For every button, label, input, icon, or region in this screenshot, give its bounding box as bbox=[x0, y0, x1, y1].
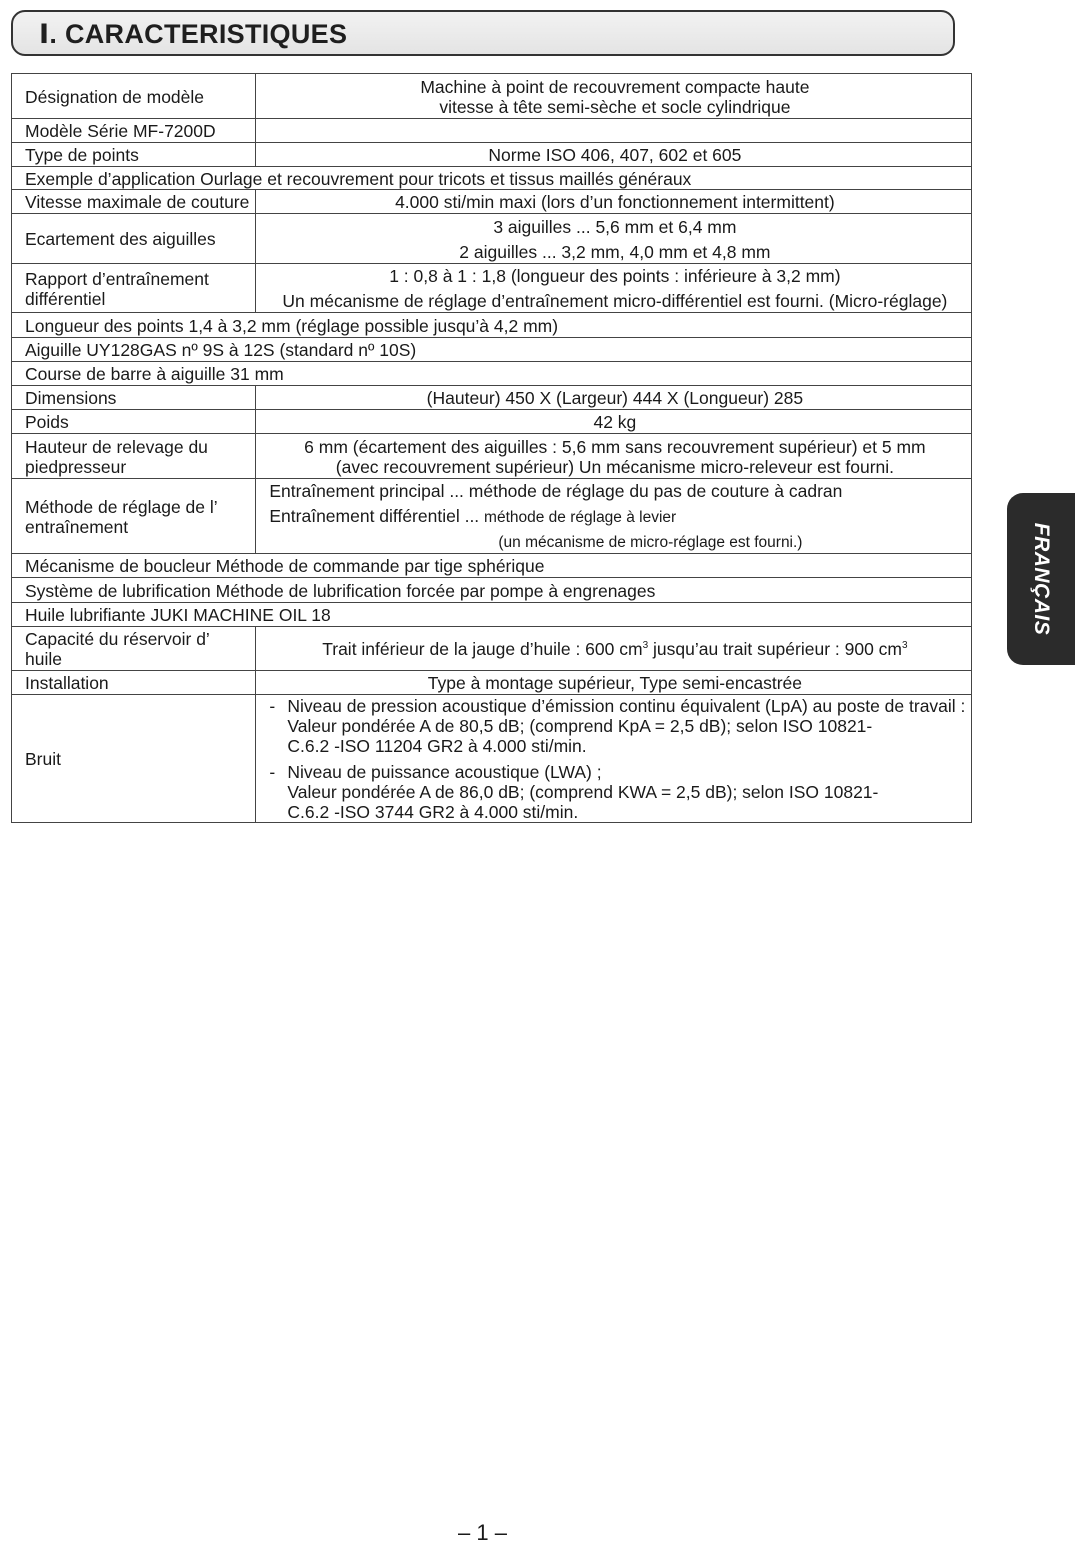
row-label: Ecartement des aiguilles bbox=[12, 214, 256, 264]
table-row bbox=[12, 695, 972, 823]
noise-line: Niveau de pression acoustique d’émission continu équivalent (LpA) au poste de travail : bbox=[287, 696, 966, 716]
superscript: 3 bbox=[902, 640, 908, 652]
row-value-part: méthode de réglage à levier bbox=[484, 508, 677, 526]
table-row bbox=[12, 214, 972, 264]
row-text: Système de lubrification Méthode de lubrification forcée par pompe à engrenages bbox=[12, 578, 972, 603]
row-text: Aiguille UY128GAS nº 9S à 12S (standard nº 10S) bbox=[12, 338, 972, 362]
row-label bbox=[12, 434, 256, 479]
table-row bbox=[12, 362, 972, 386]
row-label: Vitesse maximale de couture bbox=[12, 190, 256, 214]
list-dash: - bbox=[269, 696, 276, 716]
table-row bbox=[12, 479, 972, 554]
row-value bbox=[256, 479, 972, 554]
row-value: Type à montage supérieur, Type semi-encastrée bbox=[256, 671, 972, 695]
row-label: Dimensions bbox=[12, 386, 256, 410]
row-text: Huile lubrifiante JUKI MACHINE OIL 18 bbox=[12, 603, 972, 627]
row-value-line: (un mécanisme de micro-réglage est fourni.) bbox=[498, 533, 803, 551]
row-label-line: piedpresseur bbox=[25, 456, 127, 477]
row-label bbox=[12, 264, 256, 313]
section-title: Ⅰ. CARACTERISTIQUES bbox=[39, 19, 348, 49]
row-value-line bbox=[269, 506, 965, 528]
row-value-line: Entraînement principal ... méthode de réglage du pas de couture à cadran bbox=[269, 480, 843, 501]
row-text: Longueur des points 1,4 à 3,2 mm (réglage possible jusqu’à 4,2 mm) bbox=[12, 313, 972, 338]
noise-item bbox=[269, 696, 965, 756]
language-label: FRANÇAIS bbox=[1030, 522, 1053, 636]
row-value-line: vitesse à tête semi-sèche et socle cylindrique bbox=[439, 96, 791, 117]
row-value: (Hauteur) 450 X (Largeur) 444 X (Longueur) 285 bbox=[256, 386, 972, 410]
row-label-line: Hauteur de relevage du bbox=[25, 436, 208, 457]
row-value-line: 1 : 0,8 à 1 : 1,8 (longueur des points : inférieure à 3,2 mm) bbox=[389, 266, 841, 286]
row-label: Poids bbox=[12, 410, 256, 434]
row-value: 4.000 sti/min maxi (lors d’un fonctionnement intermittent) bbox=[256, 190, 972, 214]
row-label: Type de points bbox=[12, 143, 256, 167]
table-row bbox=[12, 167, 972, 190]
row-label-line: huile bbox=[25, 649, 62, 669]
row-label: Installation bbox=[12, 671, 256, 695]
row-text: Exemple d’application Ourlage et recouvrement pour tricots et tissus maillés généraux bbox=[12, 167, 972, 190]
row-label bbox=[12, 627, 256, 671]
row-value-line: 2 aiguilles ... 3,2 mm, 4,0 mm et 4,8 mm bbox=[459, 241, 771, 262]
table-row bbox=[12, 410, 972, 434]
table-row bbox=[12, 190, 972, 214]
row-label-line: entraînement bbox=[25, 516, 129, 537]
row-value bbox=[256, 119, 972, 143]
specifications-table bbox=[11, 73, 972, 823]
row-value-part: Entraînement différentiel ... bbox=[269, 505, 485, 526]
section-title-bar bbox=[11, 10, 955, 56]
table-row bbox=[12, 386, 972, 410]
row-text: Mécanisme de boucleur Méthode de commande par tige sphérique bbox=[12, 554, 972, 578]
row-value bbox=[256, 695, 972, 823]
row-value-line: 3 aiguilles ... 5,6 mm et 6,4 mm bbox=[493, 216, 737, 237]
noise-line: Valeur pondérée A de 86,0 dB; (comprend KWA = 2,5 dB); selon ISO 10821- bbox=[287, 782, 879, 802]
row-value-part: jusqu’au trait supérieur : 900 cm bbox=[648, 639, 903, 659]
row-label: Désignation de modèle bbox=[12, 74, 256, 119]
noise-line: C.6.2 -ISO 3744 GR2 à 4.000 sti/min. bbox=[287, 802, 579, 822]
row-value bbox=[256, 434, 972, 479]
row-value-line: Un mécanisme de réglage d’entraînement micro-différentiel est fourni. (Micro-réglage) bbox=[282, 291, 948, 311]
row-label-line: différentiel bbox=[25, 288, 106, 309]
row-label: Bruit bbox=[12, 695, 256, 823]
table-row bbox=[12, 554, 972, 578]
table-row bbox=[12, 627, 972, 671]
row-label: Modèle Série MF-7200D bbox=[12, 119, 256, 143]
row-label-line: Méthode de réglage de l’ bbox=[25, 496, 218, 517]
table-row bbox=[12, 434, 972, 479]
table-row bbox=[12, 578, 972, 603]
noise-line: C.6.2 -ISO 11204 GR2 à 4.000 sti/min. bbox=[287, 736, 587, 756]
row-value-line: (avec recouvrement supérieur) Un mécanisme micro-releveur est fourni. bbox=[335, 456, 895, 477]
language-side-tab bbox=[1007, 493, 1075, 665]
page-number: – 1 – bbox=[458, 1520, 507, 1545]
row-value: 42 kg bbox=[256, 410, 972, 434]
row-label bbox=[12, 479, 256, 554]
table-row bbox=[12, 264, 972, 313]
table-row bbox=[12, 143, 972, 167]
row-text: Course de barre à aiguille 31 mm bbox=[12, 362, 972, 386]
table-row bbox=[12, 74, 972, 119]
row-label-line: Capacité du réservoir d’ bbox=[25, 629, 210, 649]
row-value bbox=[256, 74, 972, 119]
row-value: Norme ISO 406, 407, 602 et 605 bbox=[256, 143, 972, 167]
table-row bbox=[12, 119, 972, 143]
row-value-line: Machine à point de recouvrement compacte haute bbox=[420, 76, 810, 97]
table-row bbox=[12, 338, 972, 362]
superscript: 3 bbox=[642, 640, 649, 652]
row-value-line: 6 mm (écartement des aiguilles : 5,6 mm sans recouvrement supérieur) et 5 mm bbox=[304, 436, 926, 457]
row-value bbox=[256, 264, 972, 313]
row-value bbox=[256, 214, 972, 264]
row-value bbox=[256, 627, 972, 671]
table-row bbox=[12, 313, 972, 338]
table-row bbox=[12, 603, 972, 627]
row-value-part: Trait inférieur de la jauge d’huile : 600 cm bbox=[322, 639, 643, 659]
noise-line: Valeur pondérée A de 80,5 dB; (comprend KpA = 2,5 dB); selon ISO 10821- bbox=[287, 716, 873, 736]
list-dash: - bbox=[269, 762, 276, 782]
noise-line: Niveau de puissance acoustique (LWA) ; bbox=[287, 762, 602, 782]
table-row bbox=[12, 671, 972, 695]
noise-item bbox=[269, 762, 965, 822]
row-label-line: Rapport d’entraînement bbox=[25, 268, 209, 289]
